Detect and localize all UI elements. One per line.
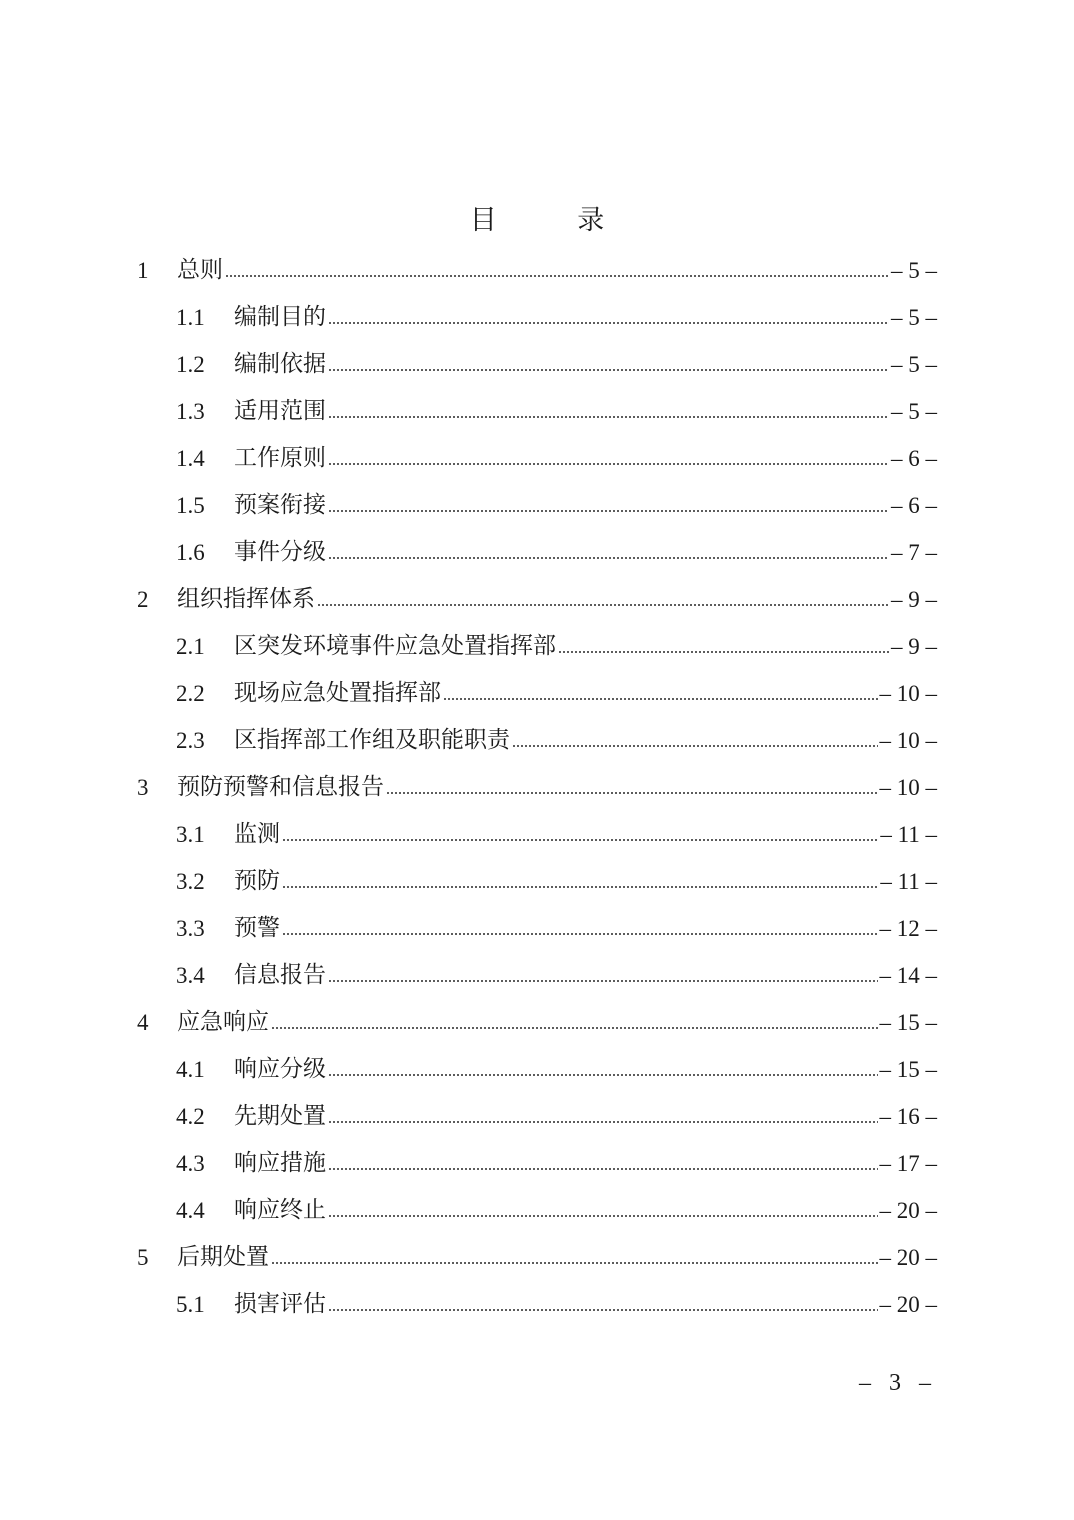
toc-entry-page: – 5 – xyxy=(891,258,937,283)
toc-entry-number: 4.1 xyxy=(176,1057,205,1082)
toc-entry-number: 2.3 xyxy=(176,728,205,753)
dot-leader xyxy=(317,604,889,606)
toc-entry[interactable] xyxy=(176,717,937,764)
toc-entry-page: – 5 – xyxy=(891,305,937,330)
toc-entry[interactable] xyxy=(176,1187,937,1234)
toc-entry[interactable] xyxy=(176,1140,937,1187)
toc-entry-page: – 10 – xyxy=(879,681,937,706)
toc-entry[interactable] xyxy=(176,435,937,482)
toc-entry[interactable] xyxy=(137,247,937,294)
dot-leader xyxy=(512,745,878,747)
toc-entry-number: 1 xyxy=(137,258,149,283)
dot-leader xyxy=(271,1027,878,1029)
toc-entry-title: 预案衔接 xyxy=(234,492,326,518)
toc-entry-title: 预防 xyxy=(234,868,280,894)
toc-entry-title: 适用范围 xyxy=(234,398,326,424)
dot-leader xyxy=(443,698,878,700)
toc-entry-title: 信息报告 xyxy=(234,962,326,988)
toc-entry-title: 总则 xyxy=(177,257,223,283)
toc-entry-page: – 14 – xyxy=(879,963,937,988)
toc-entry-number: 4 xyxy=(137,1010,149,1035)
toc-entry-title: 先期处置 xyxy=(234,1103,326,1129)
toc-entry[interactable] xyxy=(137,999,937,1046)
toc-entry[interactable] xyxy=(176,294,937,341)
toc-entry-number: 5.1 xyxy=(176,1292,205,1317)
toc-entry-number: 3.3 xyxy=(176,916,205,941)
toc-entry-page: – 11 – xyxy=(880,822,937,847)
toc-entry[interactable] xyxy=(176,1046,937,1093)
dot-leader xyxy=(328,416,889,418)
toc-entry-title: 编制依据 xyxy=(234,351,326,377)
toc-entry-page: – 15 – xyxy=(879,1010,937,1035)
toc-entry-number: 1.3 xyxy=(176,399,205,424)
toc-entry[interactable] xyxy=(176,388,937,435)
toc-entry-number: 2.2 xyxy=(176,681,205,706)
dot-leader xyxy=(328,510,889,512)
toc-entry-title: 现场应急处置指挥部 xyxy=(234,680,441,706)
dot-leader xyxy=(328,369,889,371)
toc-entry-number: 1.5 xyxy=(176,493,205,518)
toc-entry-page: – 15 – xyxy=(879,1057,937,1082)
toc-entry-title: 预警 xyxy=(234,915,280,941)
toc-entry-number: 4.2 xyxy=(176,1104,205,1129)
toc-entry-page: – 9 – xyxy=(891,634,937,659)
toc-entry-number: 5 xyxy=(137,1245,149,1270)
toc-entry-title: 应急响应 xyxy=(177,1009,269,1035)
toc-entry-number: 1.2 xyxy=(176,352,205,377)
toc-entry-page: – 6 – xyxy=(891,446,937,471)
dot-leader xyxy=(328,1168,878,1170)
page-number: – 3 – xyxy=(859,1370,937,1396)
toc-entry[interactable] xyxy=(176,529,937,576)
toc-entry[interactable] xyxy=(137,1234,937,1281)
dot-leader xyxy=(282,839,878,841)
dot-leader xyxy=(558,651,889,653)
toc-entry[interactable] xyxy=(137,576,937,623)
toc-entry-title: 区突发环境事件应急处置指挥部 xyxy=(234,633,556,659)
toc-entry-page: – 17 – xyxy=(879,1151,937,1176)
toc-entry-title: 后期处置 xyxy=(177,1244,269,1270)
toc-entry-number: 1.6 xyxy=(176,540,205,565)
toc-entry-title: 监测 xyxy=(234,821,280,847)
dot-leader xyxy=(282,886,878,888)
toc-entry-page: – 20 – xyxy=(879,1245,937,1270)
dot-leader xyxy=(328,1215,878,1217)
toc-entry-page: – 10 – xyxy=(879,775,937,800)
toc-entry-title: 事件分级 xyxy=(234,539,326,565)
toc-entry-number: 2 xyxy=(137,587,149,612)
toc-entry-page: – 12 – xyxy=(879,916,937,941)
toc-entry[interactable] xyxy=(176,482,937,529)
dot-leader xyxy=(328,557,889,559)
toc-entry[interactable] xyxy=(176,1281,937,1328)
toc-entry[interactable] xyxy=(176,811,937,858)
toc-entry-number: 3.1 xyxy=(176,822,205,847)
toc-entry-number: 3.2 xyxy=(176,869,205,894)
toc-entry-page: – 6 – xyxy=(891,493,937,518)
toc-entry-title: 损害评估 xyxy=(234,1291,326,1317)
toc-entry-page: – 7 – xyxy=(891,540,937,565)
toc-entry-title: 编制目的 xyxy=(234,304,326,330)
toc-entry[interactable] xyxy=(176,952,937,999)
toc-entry-page: – 20 – xyxy=(879,1292,937,1317)
toc-entry-title: 响应措施 xyxy=(234,1150,326,1176)
toc-entry-number: 1.1 xyxy=(176,305,205,330)
toc-entry-number: 1.4 xyxy=(176,446,205,471)
toc-entry-number: 3.4 xyxy=(176,963,205,988)
toc-entry-page: – 9 – xyxy=(891,587,937,612)
toc-entry[interactable] xyxy=(176,341,937,388)
toc-entry[interactable] xyxy=(176,905,937,952)
dot-leader xyxy=(328,980,878,982)
dot-leader xyxy=(225,275,889,277)
toc-entry[interactable] xyxy=(176,858,937,905)
dot-leader xyxy=(271,1262,878,1264)
toc-entry-page: – 10 – xyxy=(879,728,937,753)
dot-leader xyxy=(386,792,878,794)
toc-entry[interactable] xyxy=(176,1093,937,1140)
toc-entry-number: 4.4 xyxy=(176,1198,205,1223)
dot-leader xyxy=(282,933,878,935)
toc-entry-number: 2.1 xyxy=(176,634,205,659)
toc-entry-title: 工作原则 xyxy=(234,445,326,471)
toc-entry[interactable] xyxy=(176,623,937,670)
toc-entry[interactable] xyxy=(176,670,937,717)
toc-entry-title: 响应分级 xyxy=(234,1056,326,1082)
toc-entry-title: 区指挥部工作组及职能职责 xyxy=(234,727,510,753)
toc-entry-number: 4.3 xyxy=(176,1151,205,1176)
toc-entry-page: – 5 – xyxy=(891,399,937,424)
toc-entry-title: 响应终止 xyxy=(234,1197,326,1223)
dot-leader xyxy=(328,1074,878,1076)
dot-leader xyxy=(328,1309,878,1311)
dot-leader xyxy=(328,463,889,465)
toc-entry-page: – 20 – xyxy=(879,1198,937,1223)
dot-leader xyxy=(328,322,889,324)
toc-entry-page: – 5 – xyxy=(891,352,937,377)
toc-entry-page: – 16 – xyxy=(879,1104,937,1129)
toc-entry-title: 组织指挥体系 xyxy=(177,586,315,612)
toc-entry[interactable] xyxy=(137,764,937,811)
toc-entry-title: 预防预警和信息报告 xyxy=(177,774,384,800)
page-title: 目 录 xyxy=(469,205,641,236)
dot-leader xyxy=(328,1121,878,1123)
toc-entry-page: – 11 – xyxy=(880,869,937,894)
toc-entry-number: 3 xyxy=(137,775,149,800)
